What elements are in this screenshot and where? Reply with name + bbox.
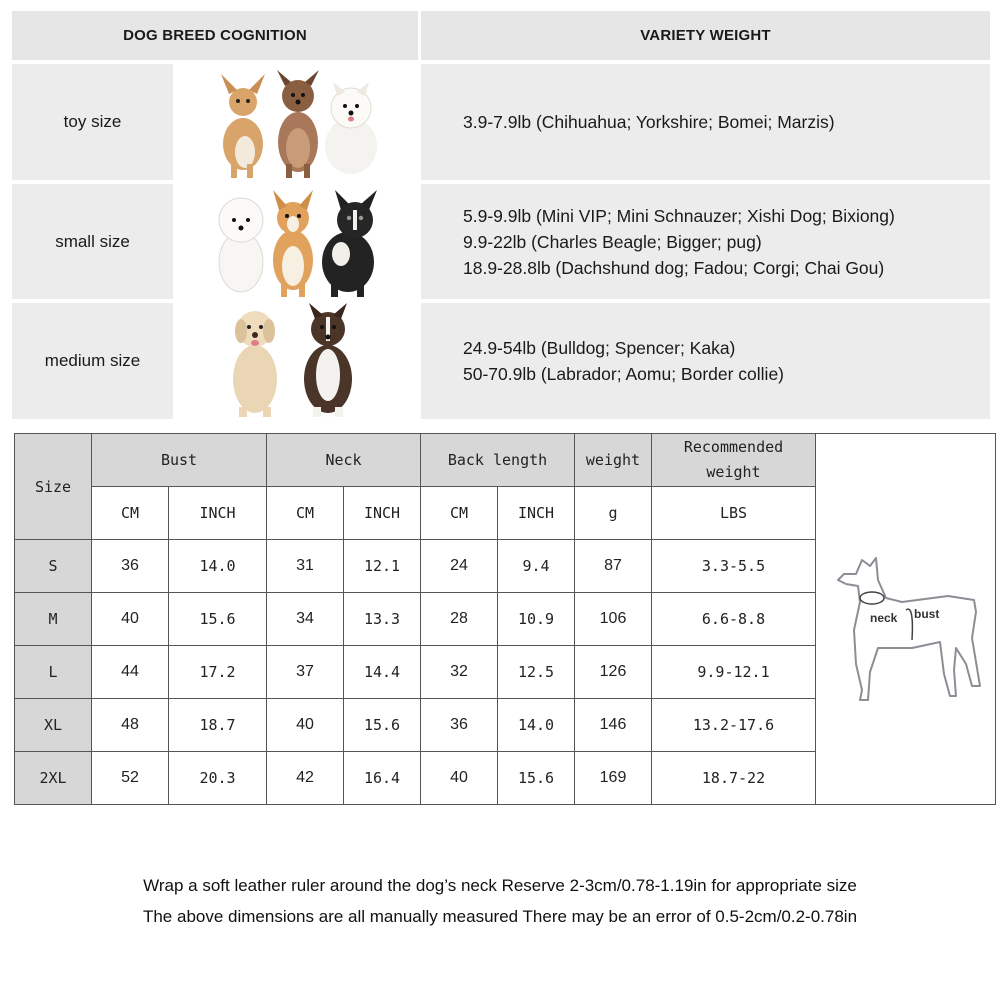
- weight-g-unit: g: [575, 487, 652, 540]
- bust-inch-cell: 15.6: [169, 593, 267, 646]
- header-dog-breed-cognition: DOG BREED COGNITION: [12, 11, 418, 60]
- weight-g-cell: 169: [575, 752, 652, 805]
- weight-line: 3.9-7.9lb (Chihuahua; Yorkshire; Bomei; Marzis): [463, 112, 835, 132]
- lbs-cell: 18.7-22: [652, 752, 816, 805]
- corgi-icon: [273, 190, 313, 297]
- lbs-cell: 6.6-8.8: [652, 593, 816, 646]
- weight-g-cell: 87: [575, 540, 652, 593]
- weights-toy: [421, 64, 990, 180]
- lbs-cell: 3.3-5.5: [652, 540, 816, 593]
- pomeranian-icon: [325, 82, 377, 174]
- lbs-cell: 9.9-12.1: [652, 646, 816, 699]
- bust-cm-cell: 52: [92, 752, 169, 805]
- back-length-header: Back length: [421, 434, 575, 487]
- lbs-unit: LBS: [652, 487, 816, 540]
- bust-inch-cell: 18.7: [169, 699, 267, 752]
- back-inch-cell: 14.0: [498, 699, 575, 752]
- back-cm-cell: 24: [421, 540, 498, 593]
- size-cell: M: [15, 593, 92, 646]
- toy-dogs-illustration: [173, 64, 418, 180]
- bichon-icon: [219, 198, 263, 292]
- neck-inch-cell: 12.1: [344, 540, 421, 593]
- weight-g-cell: 126: [575, 646, 652, 699]
- recommended-weight-header: Recommended weight: [652, 434, 816, 487]
- weight-header: weight: [575, 434, 652, 487]
- size-cell: L: [15, 646, 92, 699]
- weight-g-cell: 106: [575, 593, 652, 646]
- border-collie-icon: [304, 303, 352, 417]
- neck-cm-unit: CM: [267, 487, 344, 540]
- bust-cm-unit: CM: [92, 487, 169, 540]
- header-variety-weight: VARIETY WEIGHT: [421, 11, 990, 60]
- yorkshire-icon: [277, 70, 319, 178]
- neck-inch-cell: 14.4: [344, 646, 421, 699]
- back-inch-unit: INCH: [498, 487, 575, 540]
- lbs-cell: 13.2-17.6: [652, 699, 816, 752]
- bust-inch-cell: 14.0: [169, 540, 267, 593]
- weight-line: 50-70.9lb (Labrador; Aomu; Border collie): [463, 364, 785, 384]
- neck-label: neck: [870, 611, 898, 625]
- size-cell: 2XL: [15, 752, 92, 805]
- weights-medium: [421, 303, 990, 419]
- weight-line: 9.9-22lb (Charles Beagle; Bigger; pug): [463, 231, 762, 252]
- note-line-2: The above dimensions are all manually measured There may be an error of 0.5-2cm/0.2-0.78in: [142, 907, 858, 926]
- note-line-1: Wrap a soft leather ruler around the dog’s neck Reserve 2-3cm/0.78-1.19in for appropriate size: [143, 876, 857, 895]
- medium-dogs-illustration: [173, 303, 418, 419]
- back-inch-cell: 15.6: [498, 752, 575, 805]
- bust-cm-cell: 44: [92, 646, 169, 699]
- bust-inch-cell: 20.3: [169, 752, 267, 805]
- toy-dogs-image: [173, 64, 418, 180]
- bust-label: bust: [914, 607, 940, 621]
- bust-cm-cell: 48: [92, 699, 169, 752]
- breed-label-small: small size: [12, 184, 173, 299]
- dog-measurement-diagram: [816, 434, 996, 805]
- medium-dogs-image: [173, 303, 418, 419]
- breed-label-medium: medium size: [12, 303, 173, 419]
- neck-cm-cell: 40: [267, 699, 344, 752]
- back-inch-cell: 12.5: [498, 646, 575, 699]
- neck-cm-cell: 31: [267, 540, 344, 593]
- neck-inch-unit: INCH: [344, 487, 421, 540]
- measurement-notes: [0, 870, 1000, 932]
- back-cm-unit: CM: [421, 487, 498, 540]
- size-header: Size: [15, 434, 92, 540]
- back-cm-cell: 32: [421, 646, 498, 699]
- neck-inch-cell: 16.4: [344, 752, 421, 805]
- neck-cm-cell: 34: [267, 593, 344, 646]
- neck-cm-cell: 42: [267, 752, 344, 805]
- bust-cm-cell: 40: [92, 593, 169, 646]
- french-bulldog-icon: [322, 190, 377, 297]
- bust-inch-unit: INCH: [169, 487, 267, 540]
- bust-inch-cell: 17.2: [169, 646, 267, 699]
- breed-label-toy: toy size: [12, 64, 173, 180]
- labrador-icon: [233, 311, 277, 417]
- back-cm-cell: 40: [421, 752, 498, 805]
- dog-silhouette-illustration: [816, 434, 994, 802]
- weights-small: [421, 184, 990, 299]
- weight-line: 5.9-9.9lb (Mini VIP; Mini Schnauzer; Xishi Dog; Bixiong): [463, 205, 895, 226]
- weight-line: 18.9-28.8lb (Dachshund dog; Fadou; Corgi; Chai Gou): [463, 257, 885, 278]
- neck-inch-cell: 15.6: [344, 699, 421, 752]
- neck-cm-cell: 37: [267, 646, 344, 699]
- back-inch-cell: 10.9: [498, 593, 575, 646]
- size-cell: XL: [15, 699, 92, 752]
- size-cell: S: [15, 540, 92, 593]
- back-cm-cell: 28: [421, 593, 498, 646]
- small-dogs-image: [173, 184, 418, 299]
- neck-header: Neck: [267, 434, 421, 487]
- bust-cm-cell: 36: [92, 540, 169, 593]
- weight-line: 24.9-54lb (Bulldog; Spencer; Kaka): [463, 338, 736, 358]
- back-inch-cell: 9.4: [498, 540, 575, 593]
- size-chart-table: [14, 433, 996, 805]
- small-dogs-illustration: [173, 184, 418, 299]
- weight-g-cell: 146: [575, 699, 652, 752]
- neck-inch-cell: 13.3: [344, 593, 421, 646]
- chihuahua-icon: [221, 74, 265, 178]
- back-cm-cell: 36: [421, 699, 498, 752]
- bust-header: Bust: [92, 434, 267, 487]
